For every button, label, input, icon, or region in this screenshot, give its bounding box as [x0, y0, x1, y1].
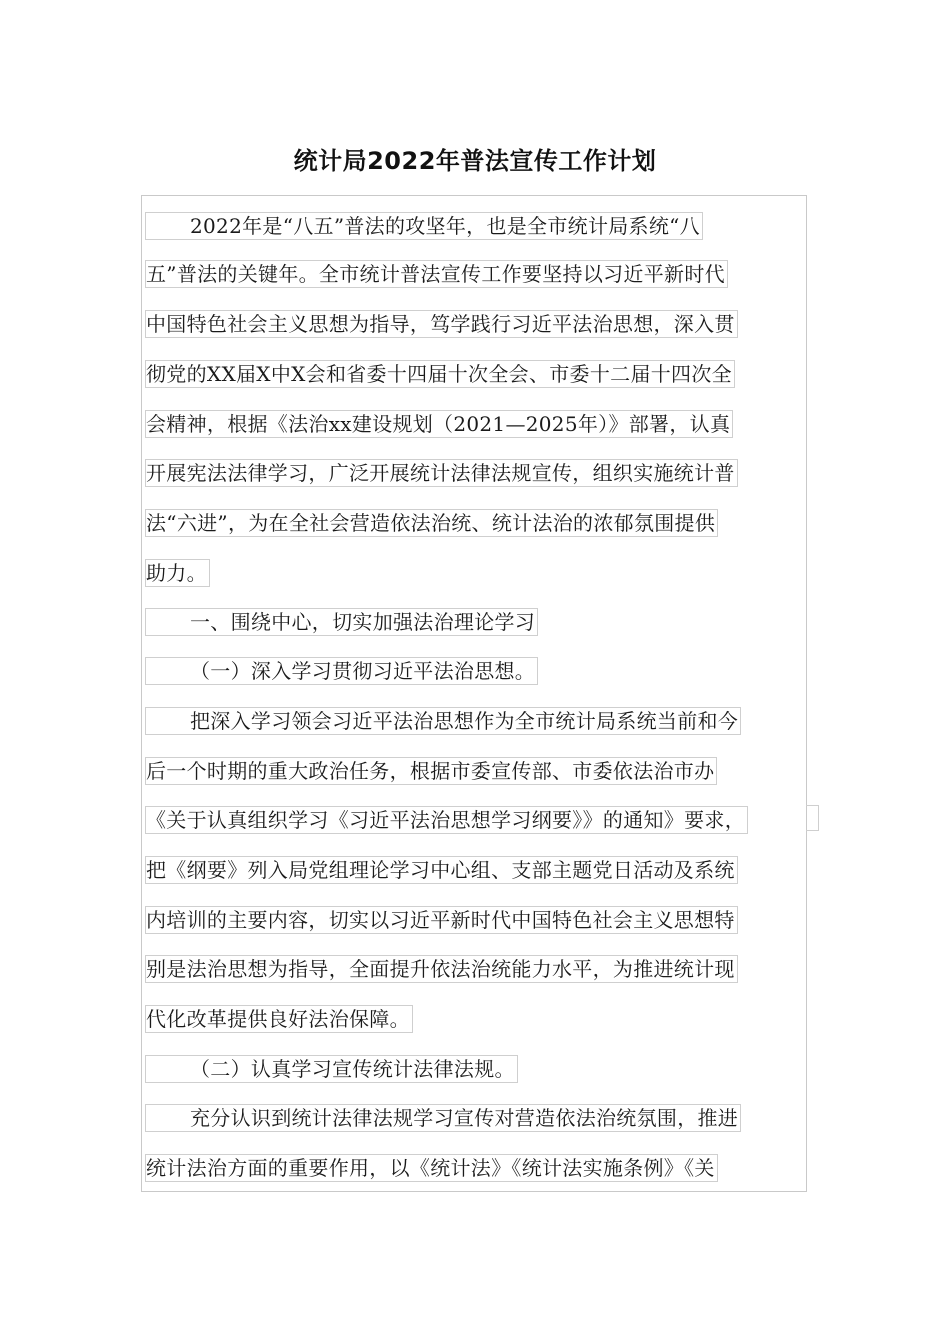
text-frame — [141, 195, 807, 1192]
document-title: 统计局2022年普法宣传工作计划 — [293, 147, 657, 175]
paragraph-line: 别是法治思想为指导，全面提升依法治统能力水平，为推进统计现 — [145, 955, 738, 983]
paragraph-line: 把深入学习领会习近平法治思想作为全市统计局系统当前和今 — [145, 707, 741, 735]
paragraph-line: 会精神，根据《法治xx建设规划（2021—2025年）》部署，认真 — [145, 410, 733, 438]
paragraph-line: 把《纲要》列入局党组理论学习中心组、支部主题党日活动及系统 — [145, 856, 738, 884]
paragraph-line: 中国特色社会主义思想为指导，笃学践行习近平法治思想，深入贯 — [145, 310, 738, 338]
paragraph-line: 2022年是“八五”普法的攻坚年，也是全市统计局系统“八 — [145, 212, 703, 240]
paragraph-line: 彻党的XX届X中X会和省委十四届十次全会、市委十二届十四次全 — [145, 360, 735, 388]
paragraph-line: 助力。 — [145, 559, 210, 587]
paragraph-line: 五”普法的关键年。全市统计普法宣传工作要坚持以习近平新时代 — [145, 260, 728, 288]
paragraph-line: 内培训的主要内容，切实以习近平新时代中国特色社会主义思想特 — [145, 906, 738, 934]
section-heading: 一、围绕中心，切实加强法治理论学习 — [145, 608, 538, 636]
overflow-edge-mark — [806, 805, 819, 831]
subsection-heading: （一）深入学习贯彻习近平法治思想。 — [145, 657, 538, 685]
paragraph-line: 法“六进”，为在全社会营造依法治统、统计法治的浓郁氛围提供 — [145, 509, 718, 537]
paragraph-line: 开展宪法法律学习，广泛开展统计法律法规宣传，组织实施统计普 — [145, 459, 738, 487]
paragraph-line: 充分认识到统计法律法规学习宣传对营造依法治统氛围，推进 — [145, 1104, 741, 1132]
paragraph-line: 后一个时期的重大政治任务，根据市委宣传部、市委依法治市办 — [145, 757, 717, 785]
paragraph-line: 代化改革提供良好法治保障。 — [145, 1005, 413, 1033]
subsection-heading: （二）认真学习宣传统计法律法规。 — [145, 1055, 518, 1083]
paragraph-line: 统计法治方面的重要作用，以《统计法》《统计法实施条例》《关 — [145, 1154, 718, 1182]
paragraph-line: 《关于认真组织学习《习近平法治思想学习纲要》》的通知》要求， — [145, 806, 748, 834]
